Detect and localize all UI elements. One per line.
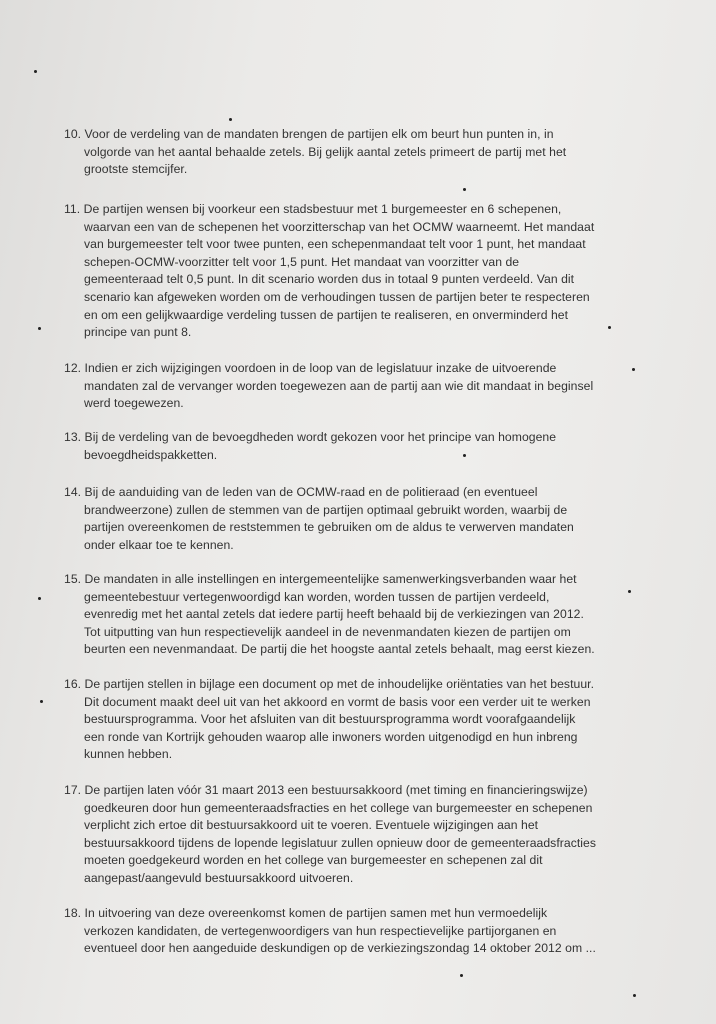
clause-16 [64,676,664,764]
clause-line: 16. De partijen stellen in bijlage een document op met de inhoudelijke oriëntaties van het bestuur. [64,677,595,691]
scan-speck [633,994,636,997]
clause-line: grootste stemcijfer. [84,162,188,177]
clause-line: bevoegdheidspakketten. [84,447,218,462]
clause-line: beurten een nevenmandaat. De partij die het hoogste aantal zetels behaalt, mag eerst kiezen. [84,642,595,657]
clause-line: Dit document maakt deel uit van het akkoord en vormt de basis voor een verder uit te werken [84,694,591,709]
clause-line: gemeentebestuur vertegenwoordigd kan worden, worden tussen de partijen verdeeld, [84,589,550,604]
clause-line: 12. Indien er zich wijzigingen voordoen in de loop van de legislatuur inzake de uitvoerende [64,361,557,375]
scan-speck [38,597,41,600]
clause-line: 11. De partijen wensen bij voorkeur een stadsbestuur met 1 burgemeester en 6 schepenen, [64,202,562,216]
clause-line: verplicht zich ertoe dit bestuursakkoord uit te voeren. Eventuele wijzigingen aan het [84,818,539,833]
scan-speck [463,454,466,457]
scan-speck [608,326,611,329]
scan-speck [460,974,463,977]
scan-speck [632,368,635,371]
clause-line: bestuursakkoord tijdens de lopende legislatuur zullen opnieuw door de gemeenteraadsfracties [84,835,597,850]
clause-12 [64,360,664,413]
clause-18 [64,905,664,958]
clause-line: een ronde van Kortrijk gehouden waarop alle inwoners worden uitgenodigd en hun inbreng [84,729,578,744]
scan-speck [40,700,43,703]
clause-17 [64,782,664,888]
clause-line: evenredig met het aantal zetels dat iedere partij heeft behaald bij de verkiezingen van 2012. [84,607,584,622]
clause-line: 17. De partijen laten vóór 31 maart 2013 een bestuursakkoord (met timing en financieringswijze) [64,783,588,797]
clause-13 [64,429,664,464]
clause-line: goedkeuren door hun gemeenteraadsfracties en het college van burgemeester en schepenen [84,800,593,815]
clause-line: 15. De mandaten in alle instellingen en intergemeentelijke samenwerkingsverbanden waar het [64,572,577,586]
clause-line: en om een gelijkwaardige verdeling tussen de partijen te realiseren, en onverminderd het [84,307,569,322]
clause-line: bestuursprogramma. Voor het afsluiten van dit bestuursprogramma wordt voorafgaandelijk [84,712,576,727]
clause-line: kunnen hebben. [84,747,173,762]
scan-speck [229,118,232,121]
clause-line: brandweerzone) zullen de stemmen van de partijen optimaal gebruikt worden, waarbij de [84,502,568,517]
clause-line: van burgemeester telt voor twee punten, een schepenmandaat telt voor 1 punt, het mandaat [84,237,586,252]
clause-15 [64,571,664,659]
scan-speck [628,590,631,593]
clause-line: waarvan een van de schepenen het voorzitterschap van het OCMW waarneemt. Het mandaat [84,219,595,234]
clause-line: scenario kan afgeweken worden om de verhoudingen tussen de partijen beter te respecteren [84,289,590,304]
clause-line: onder elkaar toe te kennen. [84,537,234,552]
clause-line: 13. Bij de verdeling van de bevoegdheden wordt gekozen voor het principe van homogene [64,430,557,444]
clause-line: moeten goedgekeurd worden en het college van burgemeester en schepenen zal dit [84,853,543,868]
scan-speck [34,70,37,73]
clause-line: 14. Bij de aanduiding van de leden van de OCMW-raad en de politieraad (en eventueel [64,485,538,499]
clause-14 [64,484,664,554]
scan-speck [463,188,466,191]
clause-line: 18. In uitvoering van deze overeenkomst komen de partijen samen met hun vermoedelijk [64,906,548,920]
clause-line: 10. Voor de verdeling van de mandaten brengen de partijen elk om beurt hun punten in, in [64,127,554,141]
scan-speck [38,327,41,330]
clause-line: werd toegewezen. [84,396,184,411]
clause-10 [64,126,664,179]
clause-line: principe van punt 8. [84,325,192,340]
clause-line: schepen-OCMW-voorzitter telt voor 1,5 punt. Het mandaat van voorzitter van de [84,254,520,269]
clause-line: verkozen kandidaten, de vertegenwoordigers van hun respectievelijke partijorganen en [84,923,557,938]
clause-line: aangepast/aangevuld bestuursakkoord uitvoeren. [84,870,354,885]
clause-line: partijen overeenkomen de reststemmen te gebruiken om de aldus te verwerven mandaten [84,520,574,535]
clause-line: gemeenteraad telt 0,5 punt. In dit scenario worden dus in totaal 9 punten verdeeld. Van dit [84,272,575,287]
clause-line: volgorde van het aantal behaalde zetels. Bij gelijk aantal zetels primeert de partij met het [84,144,567,159]
clause-line: Tot uitputting van hun respectievelijk aandeel in de nevenmandaten kiezen de partijen om [84,624,571,639]
clause-line: mandaten zal de vervanger worden toegewezen aan de partij aan wie dit mandaat in beginsel [84,378,594,393]
clause-11 [64,201,664,342]
clause-line: eventueel door hen aangeduide deskundigen op de verkiezingszondag 14 oktober 2012 om ... [84,941,596,956]
